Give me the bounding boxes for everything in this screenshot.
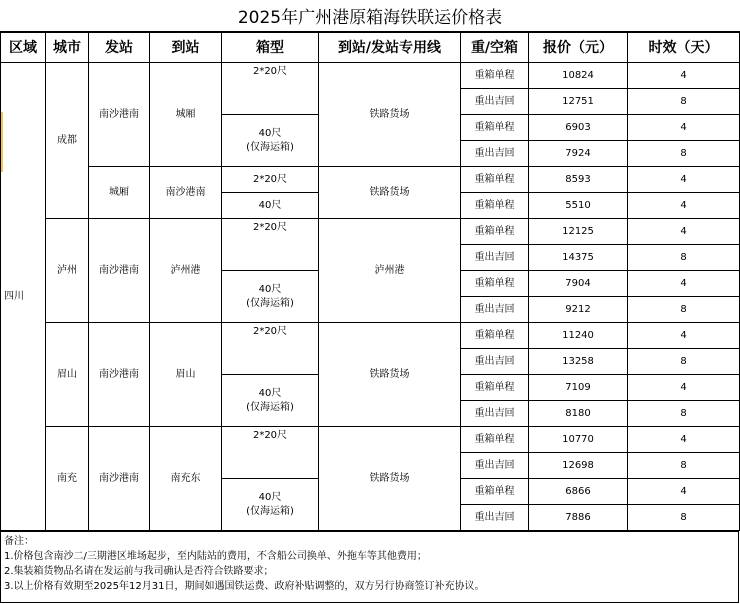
status-cell: 重出吉回: [461, 349, 529, 375]
price-cell: 8593: [529, 167, 628, 193]
to-station-cell: 城厢: [150, 63, 222, 167]
box-type-cell: [222, 479, 319, 531]
days-cell: 8: [628, 297, 740, 323]
status-cell: 重箱单程: [461, 271, 529, 297]
status-cell: 重出吉回: [461, 245, 529, 271]
box-type-cell: 2*20尺: [222, 219, 319, 271]
days-cell: 8: [628, 349, 740, 375]
days-cell: 8: [628, 453, 740, 479]
price-cell: 12698: [529, 453, 628, 479]
header-cell: 到站: [150, 33, 222, 63]
days-cell: 4: [628, 63, 740, 89]
box-type-cell: 2*20尺: [222, 323, 319, 375]
status-cell: 重箱单程: [461, 323, 529, 349]
days-cell: 4: [628, 479, 740, 505]
box-type-cell: 2*20尺: [222, 427, 319, 479]
line-cell: 铁路货场: [319, 167, 461, 219]
table-row: [1, 167, 740, 193]
box-type-label: 40尺: [258, 283, 282, 295]
days-cell: 8: [628, 245, 740, 271]
to-station-cell: 南充东: [150, 427, 222, 531]
price-cell: 12125: [529, 219, 628, 245]
days-cell: 4: [628, 167, 740, 193]
box-type-label: 40尺: [258, 127, 282, 139]
status-cell: 重出吉回: [461, 453, 529, 479]
days-cell: 4: [628, 375, 740, 401]
price-cell: 5510: [529, 193, 628, 219]
header-cell: 城市: [46, 33, 89, 63]
from-station-cell: 南沙港南: [89, 427, 150, 531]
status-cell: 重箱单程: [461, 193, 529, 219]
status-cell: 重箱单程: [461, 479, 529, 505]
header-cell: 报价（元）: [529, 33, 628, 63]
price-cell: 8180: [529, 401, 628, 427]
price-cell: 12751: [529, 89, 628, 115]
city-cell: 眉山: [46, 323, 89, 427]
price-cell: 6866: [529, 479, 628, 505]
box-type-cell: [222, 271, 319, 323]
price-cell: 11240: [529, 323, 628, 349]
to-station-cell: 南沙港南: [150, 167, 222, 219]
days-cell: 4: [628, 271, 740, 297]
header-cell: 发站: [89, 33, 150, 63]
line-cell: 泸州港: [319, 219, 461, 323]
status-cell: 重箱单程: [461, 115, 529, 141]
box-type-cell: 2*20尺: [222, 63, 319, 115]
price-cell: 13258: [529, 349, 628, 375]
price-cell: 7109: [529, 375, 628, 401]
price-cell: 14375: [529, 245, 628, 271]
city-cell: 成都: [46, 63, 89, 219]
box-type-cell: 2*20尺: [222, 167, 319, 193]
price-cell: 7924: [529, 141, 628, 167]
status-cell: 重出吉回: [461, 141, 529, 167]
days-cell: 4: [628, 323, 740, 349]
status-cell: 重箱单程: [461, 427, 529, 453]
notes-heading: 备注：: [4, 536, 34, 547]
line-cell: 铁路货场: [319, 63, 461, 167]
box-type-label: 40尺: [258, 387, 282, 399]
from-station-cell: 南沙港南: [89, 63, 150, 167]
box-type-note: (仅海运箱): [246, 401, 294, 413]
status-cell: 重出吉回: [461, 297, 529, 323]
box-type-cell: [222, 115, 319, 167]
price-cell: 6903: [529, 115, 628, 141]
to-station-cell: 眉山: [150, 323, 222, 427]
header-cell: 到站/发站专用线: [319, 33, 461, 63]
header-cell: 时效（天）: [628, 33, 740, 63]
table-row: [1, 323, 740, 349]
sheet-title: 2025年广州港原箱海铁联运价格表: [0, 0, 740, 32]
price-cell: 7886: [529, 505, 628, 531]
box-type-cell: 40尺: [222, 193, 319, 219]
header-cell: 区域: [1, 33, 46, 63]
days-cell: 8: [628, 89, 740, 115]
status-cell: 重箱单程: [461, 167, 529, 193]
line-cell: 铁路货场: [319, 427, 461, 531]
price-table: [0, 32, 740, 531]
header-cell: 重/空箱: [461, 33, 529, 63]
box-type-cell: [222, 375, 319, 427]
city-cell: 南充: [46, 427, 89, 531]
city-cell: 泸州: [46, 219, 89, 323]
notes-section: [0, 531, 739, 603]
days-cell: 4: [628, 193, 740, 219]
price-cell: 9212: [529, 297, 628, 323]
header-cell: 箱型: [222, 33, 319, 63]
box-type-label: 40尺: [258, 491, 282, 503]
days-cell: 8: [628, 401, 740, 427]
status-cell: 重出吉回: [461, 89, 529, 115]
from-station-cell: 南沙港南: [89, 219, 150, 323]
status-cell: 重箱单程: [461, 63, 529, 89]
days-cell: 8: [628, 505, 740, 531]
status-cell: 重箱单程: [461, 375, 529, 401]
header-row: [1, 33, 740, 63]
price-cell: 7904: [529, 271, 628, 297]
note-line: 2.集装箱货物品名请在发运前与我司确认是否符合铁路要求；: [4, 566, 274, 577]
box-type-note: (仅海运箱): [246, 505, 294, 517]
from-station-cell: 城厢: [89, 167, 150, 219]
status-cell: 重出吉回: [461, 401, 529, 427]
region-cell: 四川: [1, 63, 46, 531]
line-cell: 铁路货场: [319, 323, 461, 427]
price-cell: 10770: [529, 427, 628, 453]
days-cell: 8: [628, 141, 740, 167]
days-cell: 4: [628, 427, 740, 453]
days-cell: 4: [628, 219, 740, 245]
table-row: [1, 63, 740, 89]
days-cell: 4: [628, 115, 740, 141]
note-line: 3.以上价格有效期至2025年12月31日，期间如遇国铁运费、政府补贴调整的，双方另行协商签订补充协议。: [4, 581, 485, 592]
table-row: [1, 219, 740, 245]
status-cell: 重出吉回: [461, 505, 529, 531]
price-cell: 10824: [529, 63, 628, 89]
status-cell: 重箱单程: [461, 219, 529, 245]
from-station-cell: 南沙港南: [89, 323, 150, 427]
table-row: [1, 427, 740, 453]
box-type-note: (仅海运箱): [246, 297, 294, 309]
to-station-cell: 泸州港: [150, 219, 222, 323]
note-line: 1.价格包含南沙二/三期港区堆场起步，至内陆站的费用，不含船公司换单、外拖车等其他费用；: [4, 551, 427, 562]
box-type-note: (仅海运箱): [246, 141, 294, 153]
